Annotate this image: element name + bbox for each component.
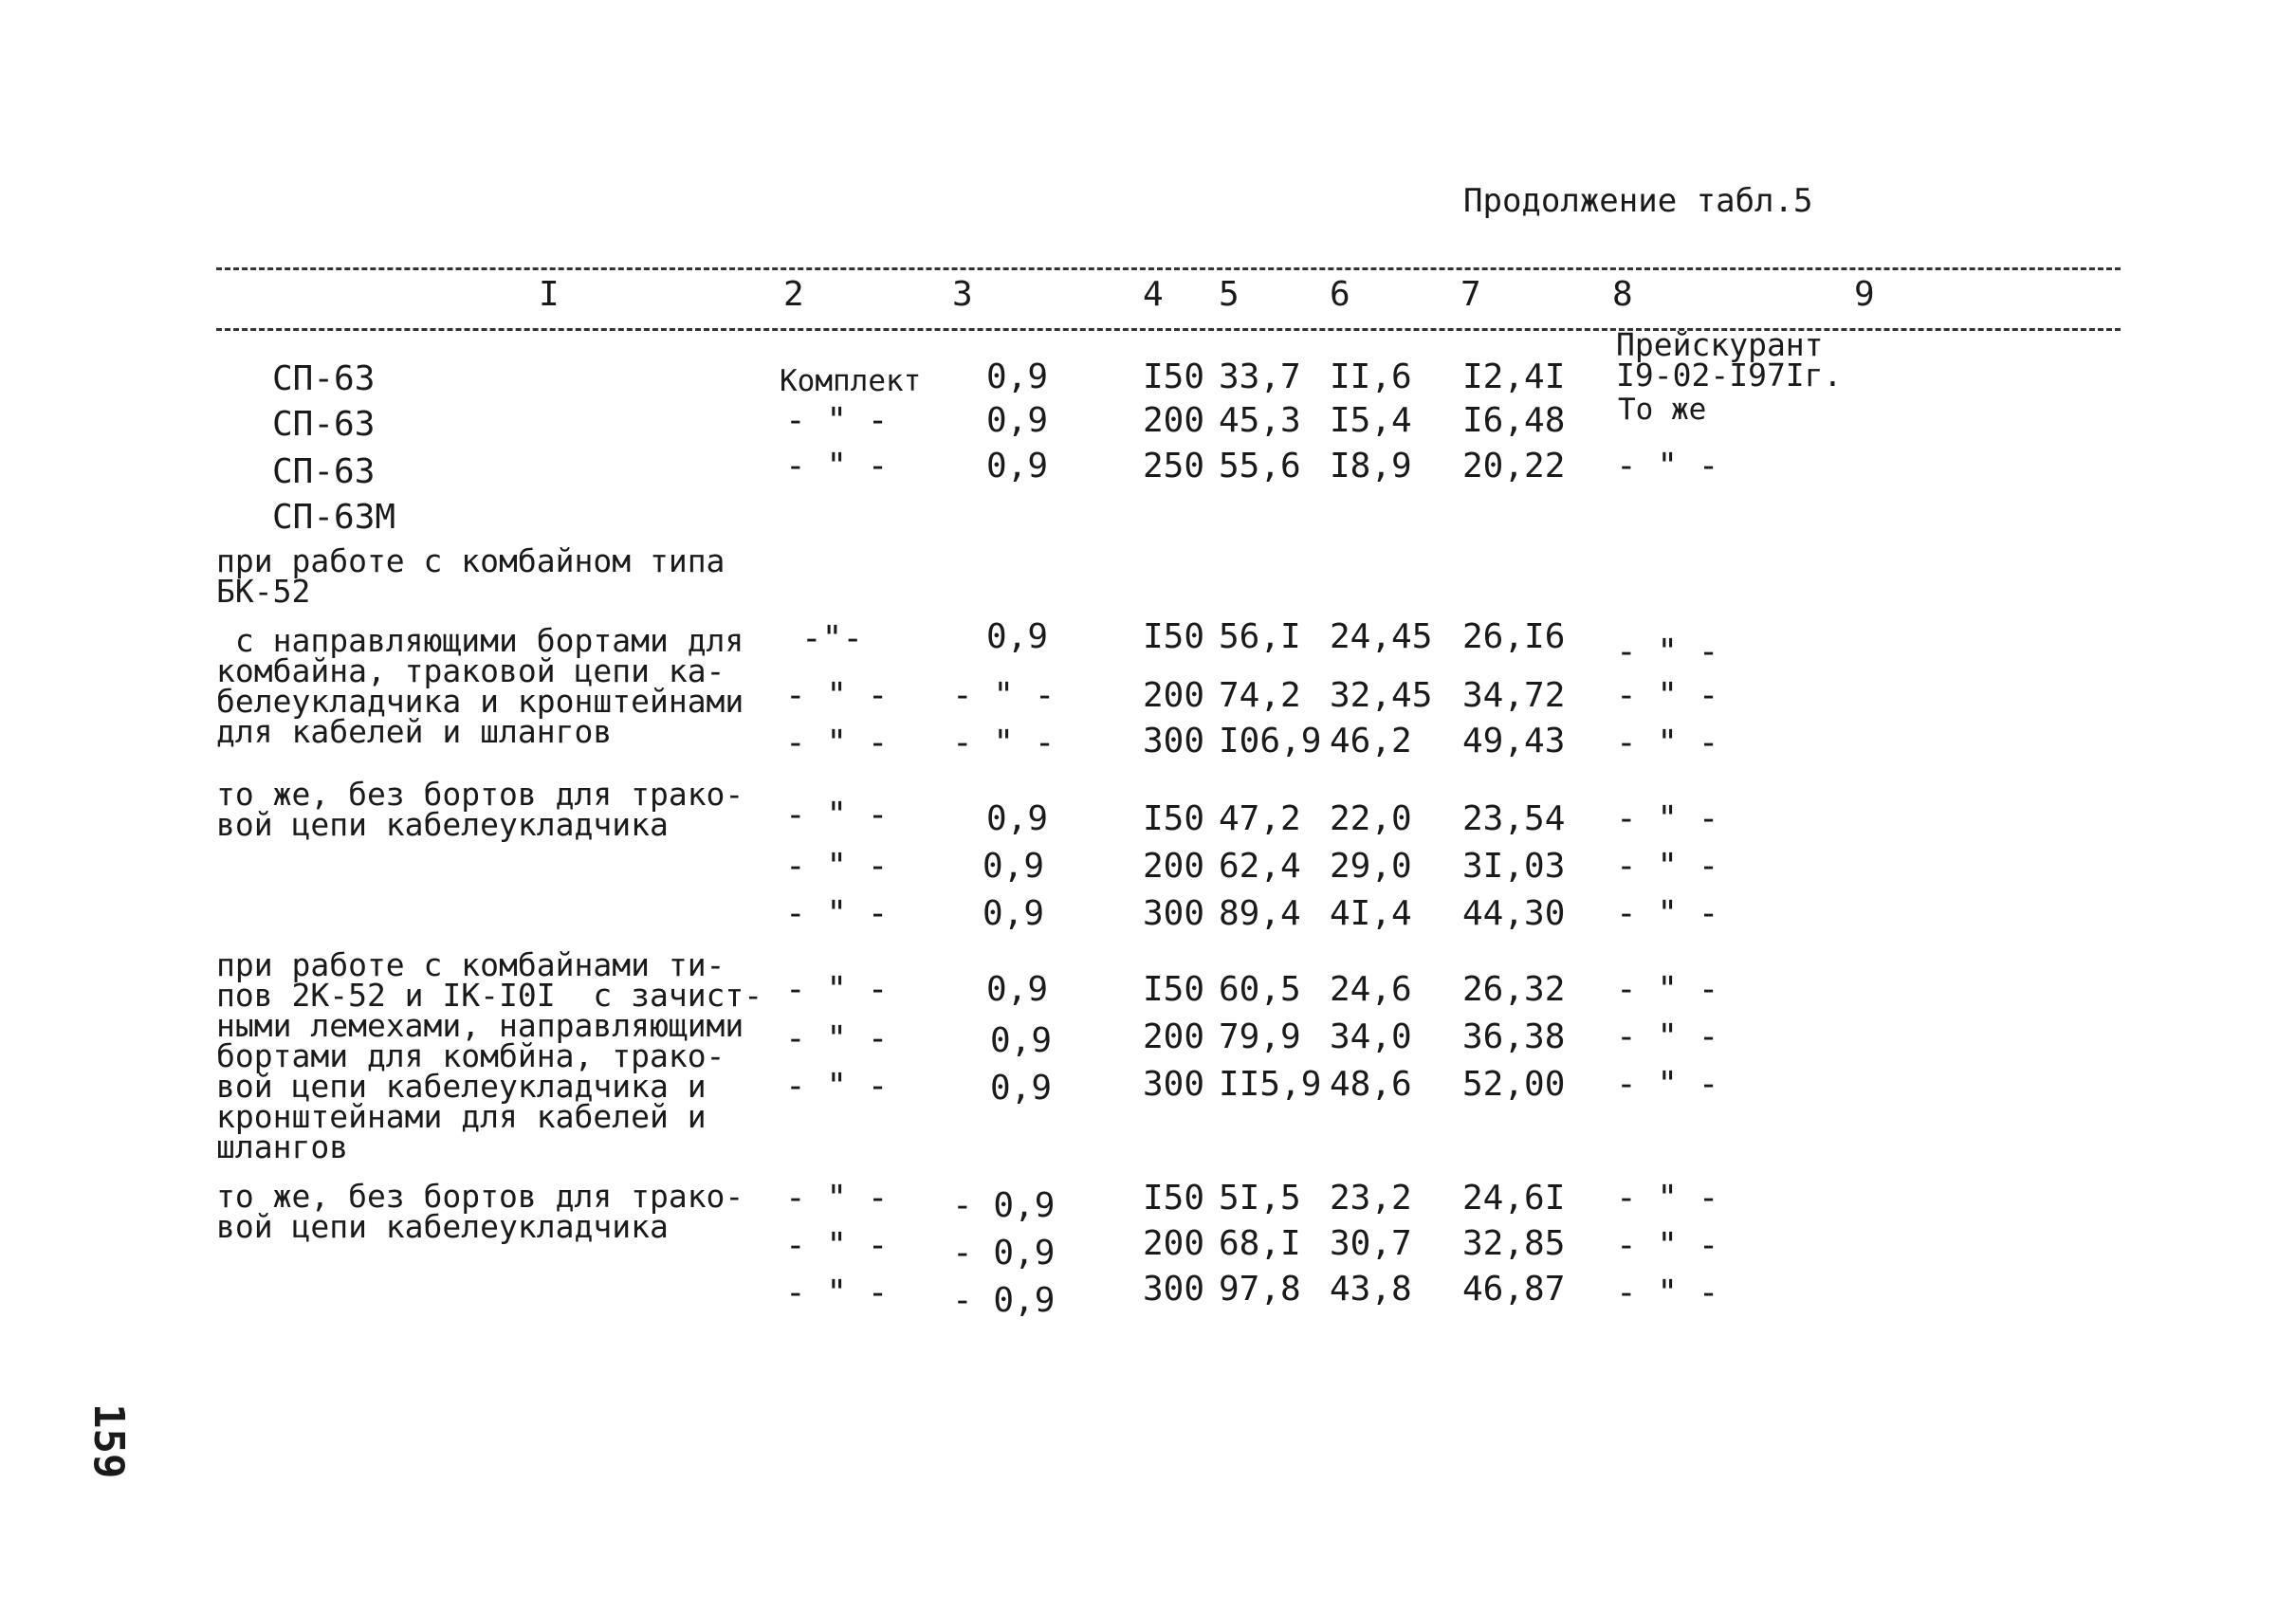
table-caption: Продолжение табл.5 — [1463, 182, 1813, 220]
table-row-11-c8: - " - — [1616, 970, 1719, 1009]
table-row-6-c6: 32,45 — [1330, 676, 1433, 715]
table-row-10-c6: 4I,4 — [1330, 894, 1412, 933]
table-row-2-c5: 55,6 — [1219, 447, 1301, 485]
table-row-14-c1: то же, без бортов для трако- вой цепи кабелеукладчика — [216, 1178, 744, 1245]
table-row-1-c6: I5,4 — [1330, 401, 1412, 440]
table-row-5-c8: - " - — [1616, 632, 1719, 671]
table-row-16-c2: - " - — [785, 1273, 889, 1312]
table-row-2-c1: СП-63 — [272, 452, 376, 491]
header-col-1: I — [539, 275, 560, 314]
table-row-13-c7: 52,00 — [1462, 1065, 1566, 1104]
table-row-0-c3: 0,9 — [986, 357, 1049, 396]
table-row-0-c1: СП-63 — [272, 359, 376, 398]
header-col-7: 7 — [1460, 275, 1481, 314]
table-row-14-c5: 5I,5 — [1219, 1179, 1301, 1218]
header-col-2: 2 — [783, 275, 804, 314]
table-row-10-c7: 44,30 — [1462, 894, 1566, 933]
table-row-1-c8: То же — [1618, 393, 1707, 427]
table-row-13-c4: 300 — [1143, 1065, 1205, 1104]
table-row-13-c3: 0,9 — [990, 1069, 1053, 1108]
table-row-10-c5: 89,4 — [1219, 894, 1301, 933]
table-row-15-c6: 30,7 — [1330, 1224, 1412, 1263]
table-row-1-c5: 45,3 — [1219, 401, 1301, 440]
table-row-2-c7: 20,22 — [1462, 447, 1566, 485]
table-row-14-c4: I50 — [1143, 1179, 1205, 1218]
table-row-6-c4: 200 — [1143, 676, 1205, 715]
table-row-10-c8: - " - — [1616, 894, 1719, 933]
table-row-8-c1: то же, без бортов для трако- вой цепи кабелеукладчика — [216, 776, 744, 843]
table-row-11-c6: 24,6 — [1330, 970, 1412, 1009]
table-row-11-c7: 26,32 — [1462, 970, 1566, 1009]
table-row-10-c2: - " - — [785, 894, 889, 933]
header-col-9: 9 — [1854, 275, 1875, 314]
table-row-9-c2: - " - — [785, 847, 889, 886]
table-row-11-c1: при работе с комбайнами ти- пов 2К-52 и IК-I0I с зачист- ными лемехами, направляющими бортами для комбйна, трако- вой цепи кабелеукладчика и кронштейнами для кабелей и шлангов — [216, 946, 763, 1165]
table-row-9-c8: - " - — [1616, 847, 1719, 886]
table-row-7-c4: 300 — [1143, 722, 1205, 760]
table-row-10-c3: 0,9 — [983, 894, 1045, 933]
table-row-16-c5: 97,8 — [1219, 1270, 1301, 1309]
table-row-8-c6: 22,0 — [1330, 799, 1412, 838]
table-row-5-c1: с направляющими бортами для комбайна, траковой цепи ка- белеукладчика и кронштейнами для кабелей и шлангов — [216, 622, 744, 750]
table-row-9-c3: 0,9 — [983, 847, 1045, 886]
table-row-7-c3: - " - — [952, 724, 1056, 762]
table-row-6-c5: 74,2 — [1219, 676, 1301, 715]
table-row-6-c2: - " - — [785, 676, 889, 715]
table-row-0-c6: II,6 — [1330, 357, 1412, 396]
table-row-7-c5: I06,9 — [1219, 722, 1322, 760]
table-row-8-c8: - " - — [1616, 799, 1719, 838]
table-row-16-c4: 300 — [1143, 1270, 1205, 1309]
table-row-8-c3: 0,9 — [986, 799, 1049, 838]
header-col-4: 4 — [1143, 275, 1164, 314]
table-row-13-c2: - " - — [785, 1067, 889, 1106]
table-row-14-c2: - " - — [785, 1179, 889, 1218]
table-row-0-c4: I50 — [1143, 357, 1205, 396]
header-col-5: 5 — [1219, 275, 1240, 314]
table-row-13-c5: II5,9 — [1219, 1065, 1322, 1104]
table-row-7-c7: 49,43 — [1462, 722, 1566, 760]
table-row-5-c4: I50 — [1143, 617, 1205, 656]
table-row-12-c2: - " - — [785, 1019, 889, 1058]
table-row-6-c3: - " - — [952, 676, 1056, 715]
table-row-7-c8: - " - — [1616, 724, 1719, 762]
table-row-15-c3: - 0,9 — [952, 1234, 1056, 1273]
table-row-16-c6: 43,8 — [1330, 1270, 1412, 1309]
header-col-3: 3 — [952, 275, 973, 314]
table-row-0-c7: I2,4I — [1462, 357, 1566, 396]
table-row-15-c2: - " - — [785, 1226, 889, 1265]
table-row-9-c4: 200 — [1143, 847, 1205, 886]
header-top-rule — [216, 267, 2121, 270]
header-col-8: 8 — [1612, 275, 1633, 314]
table-row-14-c6: 23,2 — [1330, 1179, 1412, 1218]
table-row-12-c4: 200 — [1143, 1017, 1205, 1056]
table-row-5-c2: -"- — [801, 619, 864, 658]
table-row-11-c4: I50 — [1143, 970, 1205, 1009]
table-row-16-c3: - 0,9 — [952, 1281, 1056, 1320]
table-row-4-c1: при работе с комбайном типа БК-52 — [216, 542, 726, 610]
header-col-6: 6 — [1330, 275, 1350, 314]
table-row-11-c5: 60,5 — [1219, 970, 1301, 1009]
table-row-10-c4: 300 — [1143, 894, 1205, 933]
table-row-5-c5: 56,I — [1219, 617, 1301, 656]
table-row-7-c2: - " - — [785, 724, 889, 762]
table-row-3-c1: СП-63М — [272, 498, 396, 537]
table-row-13-c8: - " - — [1616, 1065, 1719, 1104]
table-row-5-c6: 24,45 — [1330, 617, 1433, 656]
table-row-2-c3: 0,9 — [986, 447, 1049, 485]
table-row-2-c2: - " - — [785, 447, 889, 485]
table-row-1-c7: I6,48 — [1462, 401, 1566, 440]
table-row-0-c5: 33,7 — [1219, 357, 1301, 396]
table-row-5-c7: 26,I6 — [1462, 617, 1566, 656]
table-row-2-c6: I8,9 — [1330, 447, 1412, 485]
table-row-6-c7: 34,72 — [1462, 676, 1566, 715]
table-row-2-c4: 250 — [1143, 447, 1205, 485]
table-row-6-c8: - " - — [1616, 676, 1719, 715]
table-row-14-c7: 24,6I — [1462, 1179, 1566, 1218]
table-row-11-c2: - " - — [785, 970, 889, 1009]
table-row-11-c3: 0,9 — [986, 970, 1049, 1009]
table-row-12-c5: 79,9 — [1219, 1017, 1301, 1056]
page-number: 159 — [84, 1403, 133, 1479]
table-row-12-c3: 0,9 — [990, 1021, 1053, 1060]
table-row-9-c7: 3I,03 — [1462, 847, 1566, 886]
table-row-8-c2: - " - — [785, 796, 889, 834]
table-row-14-c3: - 0,9 — [952, 1186, 1056, 1225]
table-row-8-c5: 47,2 — [1219, 799, 1301, 838]
price-list-note: Прейскурант I9-02-I97Iг. — [1616, 326, 1843, 394]
table-row-15-c5: 68,I — [1219, 1224, 1301, 1263]
table-row-9-c6: 29,0 — [1330, 847, 1412, 886]
table-row-16-c8: - " - — [1616, 1273, 1719, 1312]
table-row-0-c2: Комплект — [780, 364, 922, 398]
table-row-14-c8: - " - — [1616, 1179, 1719, 1218]
table-row-13-c6: 48,6 — [1330, 1065, 1412, 1104]
table-row-2-c8: - " - — [1616, 447, 1719, 485]
table-row-12-c7: 36,38 — [1462, 1017, 1566, 1056]
table-row-7-c6: 46,2 — [1330, 722, 1412, 760]
table-row-15-c7: 32,85 — [1462, 1224, 1566, 1263]
table-row-1-c1: СП-63 — [272, 405, 376, 444]
table-row-9-c5: 62,4 — [1219, 847, 1301, 886]
table-row-1-c3: 0,9 — [986, 401, 1049, 440]
table-row-5-c3: 0,9 — [986, 617, 1049, 656]
table-row-16-c7: 46,87 — [1462, 1270, 1566, 1309]
table-row-8-c4: I50 — [1143, 799, 1205, 838]
table-row-8-c7: 23,54 — [1462, 799, 1566, 838]
table-row-12-c8: - " - — [1616, 1017, 1719, 1056]
table-row-1-c2: - " - — [785, 401, 889, 440]
table-row-15-c8: - " - — [1616, 1226, 1719, 1265]
table-row-1-c4: 200 — [1143, 401, 1205, 440]
table-row-12-c6: 34,0 — [1330, 1017, 1412, 1056]
table-row-15-c4: 200 — [1143, 1224, 1205, 1263]
